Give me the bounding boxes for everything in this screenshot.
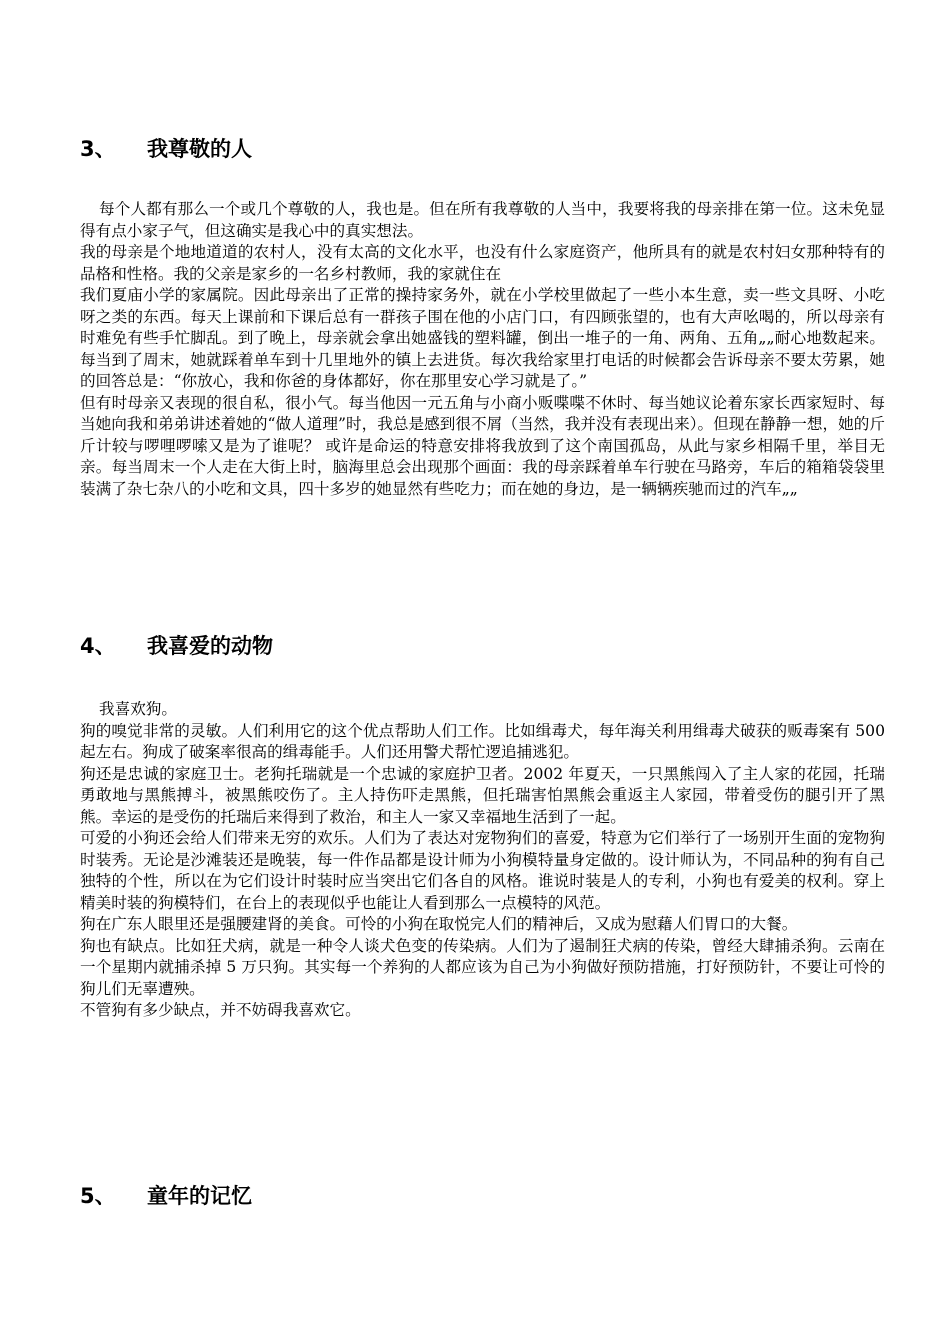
section-title: 我尊敬的人 [147, 137, 252, 161]
section-heading [80, 134, 252, 164]
paragraph: 可爱的小狗还会给人们带来无穷的欢乐。人们为了表达对宠物狗们的喜爱，特意为它们举行了一场别开生面的宠物狗时装秀。无论是沙滩装还是晚装，每一件作品都是设计师为小狗模特量身定做的。设计师认为，不同品种的狗有自己独特的个性，所以在为它们设计时装时应当突出它们各自的风格。谁说时装是人的专利，小狗也有爱美的权利。穿上精美时装的狗模特们，在台上的表现似乎也能让人看到那么一点模特的风范。 [80, 829, 885, 912]
section-title: 我喜爱的动物 [147, 634, 273, 658]
paragraph: 狗的嗅觉非常的灵敏。人们利用它的这个优点帮助人们工作。比如缉毒犬，每年海关利用缉毒犬破获的贩毒案有 500 起左右。狗成了破案率很高的缉毒能手。人们还用警犬帮忙逻追捕逃犯。 [80, 721, 885, 761]
section-title: 童年的记忆 [147, 1184, 252, 1208]
section-number: 3、 [80, 137, 116, 161]
paragraph: 但有时母亲又表现的很自私，很小气。每当他因一元五角与小商小贩喋喋不休时、每当她议论着东家长西家短时、每当她向我和弟弟讲述着她的“做人道理”时，我总是感到很不屑（当然，我并没有表现出来）。但现在静静一想，她的斤斤计较与啰哩啰嗦又是为了谁呢？ 或许是命运的特意安排将我放到了这个南国孤岛，从此与家乡相隔千里，举目无亲。每当周末一个人走在大街上时，脑海里总会出现那个画面：我的母亲踩着单车行驶在马路旁，车后的箱箱袋袋里装满了杂七杂八的小吃和文具，四十多岁的她显然有些吃力；而在她的身边，是一辆辆疾驰而过的汽车„„ [80, 393, 885, 498]
section-number: 5、 [80, 1184, 116, 1208]
section-body [80, 699, 885, 1022]
section-body [80, 199, 885, 500]
paragraph: 我喜欢狗。 [99, 700, 177, 718]
paragraph: 狗还是忠诚的家庭卫士。老狗托瑞就是一个忠诚的家庭护卫者。2002 年夏天，一只黑熊闯入了主人家的花园，托瑞勇敢地与黑熊搏斗，被黑熊咬伤了。主人持伤吓走黑熊，但托瑞害怕黑熊会重返主人家园，带着受伤的腿引开了黑熊。幸运的是受伤的托瑞后来得到了救治，和主人一家又幸福地生活到了一起。 [80, 764, 885, 826]
paragraph: 我们夏庙小学的家属院。因此母亲出了正常的操持家务外，就在小学校里做起了一些小本生意，卖一些文具呀、小吃呀之类的东西。每天上课前和下课后总有一群孩子围在他的小店门口，有四顾张望的，也有大声吆喝的，所以母亲有时难免有些手忙脚乱。到了晚上，母亲就会拿出她盛钱的塑料罐，倒出一堆子的一角、两角、五角„„耐心地数起来。每当到了周末，她就踩着单车到十几里地外的镇上去进货。每次我给家里打电话的时候都会告诉母亲不要太劳累，她的回答总是：“你放心，我和你爸的身体都好，你在那里安心学习就是了。” [80, 286, 885, 390]
paragraph: 我的母亲是个地地道道的农村人，没有太高的文化水平，也没有什么家庭资产，他所具有的就是农村妇女那种特有的品格和性格。我的父亲是家乡的一名乡村教师，我的家就住在 [80, 243, 885, 283]
section-heading [80, 631, 273, 661]
paragraph: 不管狗有多少缺点，并不妨碍我喜欢它。 [80, 1001, 361, 1019]
paragraph: 每个人都有那么一个或几个尊敬的人，我也是。但在所有我尊敬的人当中，我要将我的母亲排在第一位。这未免显得有点小家子气，但这确实是我心中的真实想法。 [80, 200, 885, 240]
paragraph: 狗在广东人眼里还是强腰建肾的美食。可怜的小狗在取悦完人们的精神后，又成为慰藉人们胃口的大餐。 [80, 915, 798, 933]
paragraph: 狗也有缺点。比如狂犬病，就是一种令人谈犬色变的传染病。人们为了遏制狂犬病的传染，曾经大肆捕杀狗。云南在一个星期内就捕杀掉 5 万只狗。其实每一个养狗的人都应该为自己为小狗做好预防措施，打好预防针，不要让可怜的狗儿们无辜遭殃。 [80, 936, 885, 998]
section-heading [80, 1181, 252, 1211]
section-number: 4、 [80, 634, 116, 658]
